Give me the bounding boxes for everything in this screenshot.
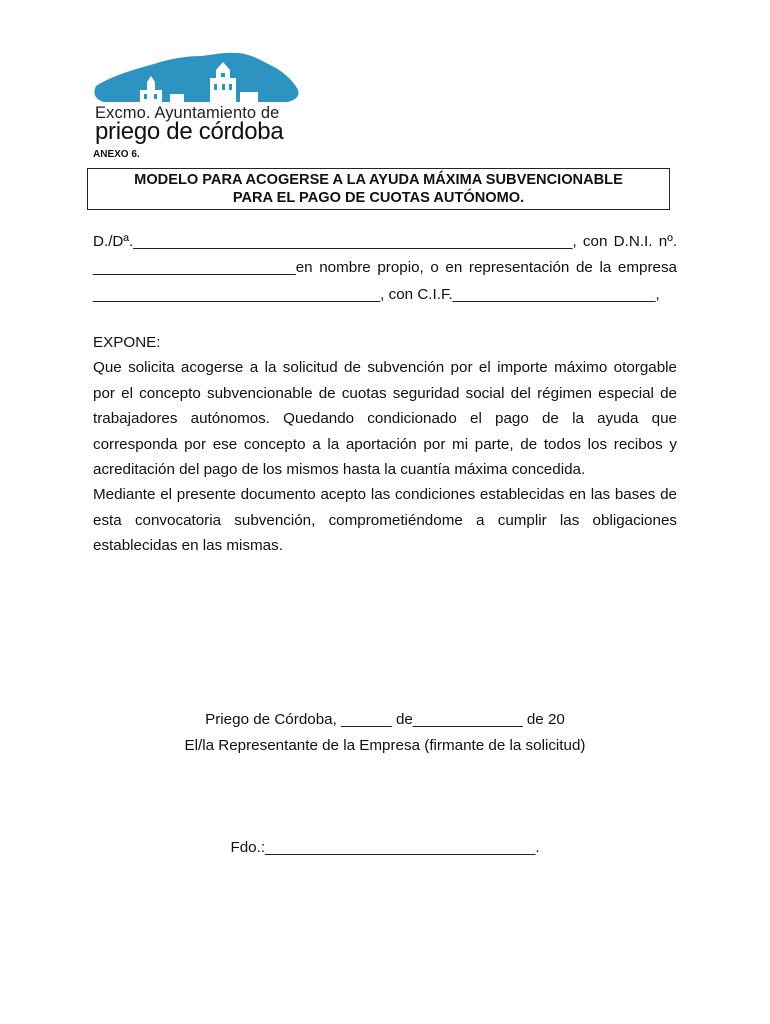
applicant-name-blank[interactable]: ____________________________________________________, bbox=[133, 233, 577, 250]
representation-text: en nombre propio, o en representación de la empresa bbox=[295, 259, 677, 276]
logo-text-line1: Excmo. Ayuntamiento de bbox=[95, 104, 280, 122]
logo-text-line2: priego de córdoba bbox=[95, 118, 284, 145]
dni-blank[interactable]: ________________________ bbox=[93, 259, 296, 276]
company-cif-line[interactable]: __________________________________, con C.I.F.________________________, bbox=[93, 286, 660, 303]
title-line1: MODELO PARA ACOGERSE A LA AYUDA MÁXIMA SUBVENCIONABLE bbox=[134, 172, 623, 188]
place-date-line[interactable]: Priego de Córdoba, ______ de_____________ de 20 bbox=[205, 711, 565, 728]
applicant-label: D./Dª. bbox=[93, 233, 134, 250]
representative-line: El/la Representante de la Empresa (firmante de la solicitud) bbox=[184, 737, 586, 754]
signature-fdo-line[interactable]: Fdo.:________________________________. bbox=[230, 839, 540, 856]
title-box bbox=[87, 168, 670, 210]
applicant-name-line bbox=[93, 229, 677, 255]
con-word: con bbox=[582, 233, 608, 250]
representation-line bbox=[93, 255, 677, 281]
expone-paragraph-2: Mediante el presente documento acepto las condiciones establecidas en las bases de esta convocatoria subvención, comprometiéndome a cumplir las obligaciones establecidas en las mismas. bbox=[93, 486, 677, 554]
dni-label: D.N.I. bbox=[613, 233, 653, 250]
annex-label: ANEXO 6. bbox=[93, 149, 140, 160]
dni-number-label: nº. bbox=[658, 233, 677, 250]
expone-paragraph-1: Que solicita acogerse a la solicitud de subvención por el importe máximo otorgable por el concepto subvencionable de cuotas seguridad social del régimen especial de trabajadores autónomos. Quedando condicionado el pago de la ayuda que corresponda por ese concepto a la aportación por mi parte, de todos los recibos y acreditación del pago de los mismos hasta la cuantía máxima concedida. bbox=[93, 359, 677, 478]
title-line2: PARA EL PAGO DE CUOTAS AUTÓNOMO. bbox=[232, 190, 525, 206]
expone-heading: EXPONE: bbox=[93, 334, 161, 351]
